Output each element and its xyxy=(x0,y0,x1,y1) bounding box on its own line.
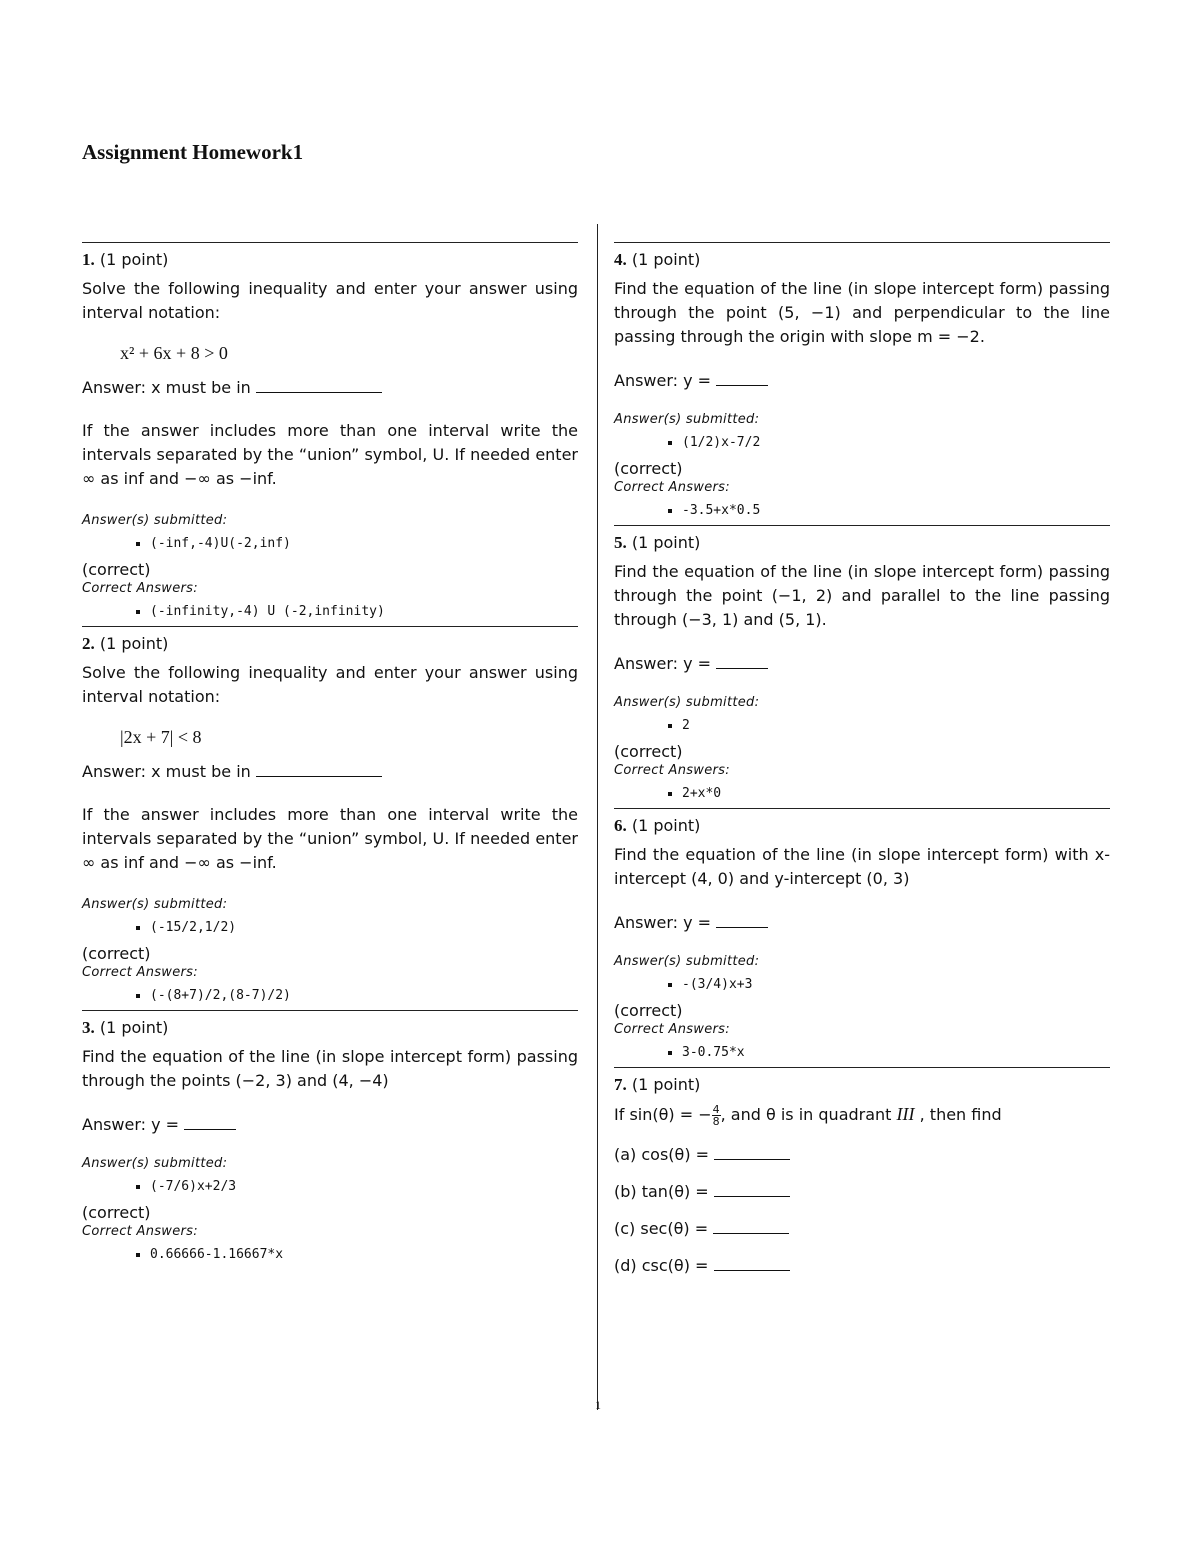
right-column xyxy=(614,242,1110,1275)
status-correct: (correct) xyxy=(614,1001,683,1020)
status-correct: (correct) xyxy=(82,1203,151,1222)
problem-number: 6. xyxy=(614,816,627,835)
problem-number: 2. xyxy=(82,634,95,653)
correct-list xyxy=(82,602,578,622)
answer-line xyxy=(82,762,578,781)
problem-prompt xyxy=(614,1102,1110,1127)
submitted-label: Answer(s) submitted: xyxy=(82,513,228,528)
submitted-answer: ▪ -(3/4)x+3 xyxy=(682,975,1110,995)
problem-number: 5. xyxy=(614,533,627,552)
assignment-title: Assignment Homework1 xyxy=(82,140,304,164)
part-a xyxy=(614,1145,1110,1164)
union-note: If the answer includes more than one interval write the intervals separated by the “union” symbol, U. If needed enter ∞ as inf and −∞ as −inf. xyxy=(82,805,578,872)
problem-3 xyxy=(82,1010,578,1265)
problem-number: 7. xyxy=(614,1075,627,1094)
prompt-suffix: , and θ is in quadrant xyxy=(720,1105,892,1124)
fraction-numerator: 4 xyxy=(712,1103,720,1116)
problem-prompt: Find the equation of the line (in slope intercept form) passing through the points (−2, 3) and (4, −4) xyxy=(82,1047,578,1090)
answer-blank[interactable] xyxy=(256,762,382,777)
union-note: If the answer includes more than one interval write the intervals separated by the “union” symbol, U. If needed enter ∞ as inf and −∞ as −inf. xyxy=(82,421,578,488)
problem-6 xyxy=(614,808,1110,1063)
submitted-list xyxy=(614,975,1110,995)
inequality: x² + 6x + 8 > 0 xyxy=(120,343,228,363)
fraction-denominator: 8 xyxy=(712,1115,720,1128)
correct-answer: ▪ (-(8+7)/2,(8-7)/2) xyxy=(150,986,578,1006)
correct-list xyxy=(614,1043,1110,1063)
problem-header xyxy=(614,532,1110,554)
status-correct: (correct) xyxy=(82,944,151,963)
submitted-answer: ▪ (-inf,-4)U(-2,inf) xyxy=(150,534,578,554)
problem-4 xyxy=(614,242,1110,521)
prompt-prefix: If sin(θ) = − xyxy=(614,1105,712,1124)
correct-list xyxy=(614,784,1110,804)
part-b-blank[interactable] xyxy=(714,1182,790,1197)
submitted-label: Answer(s) submitted: xyxy=(614,695,760,710)
part-d-blank[interactable] xyxy=(714,1256,790,1271)
submitted-list xyxy=(82,918,578,938)
problem-points: (1 point) xyxy=(631,533,701,552)
fraction xyxy=(712,1104,721,1127)
answer-label: Answer: y = xyxy=(614,371,712,390)
submitted-list xyxy=(82,1177,578,1197)
inequality: |2x + 7| < 8 xyxy=(120,727,202,747)
correct-answer: ▪ 3-0.75*x xyxy=(682,1043,1110,1063)
submitted-answer: ▪ 2 xyxy=(682,716,1110,736)
correct-answers-label: Correct Answers: xyxy=(614,480,730,495)
answer-blank[interactable] xyxy=(716,654,768,669)
correct-answer: ▪ -3.5+x*0.5 xyxy=(682,501,1110,521)
correct-answers-label: Correct Answers: xyxy=(614,1022,730,1037)
status-correct: (correct) xyxy=(614,742,683,761)
part-b xyxy=(614,1182,1110,1201)
correct-answer: ▪ (-infinity,-4) U (-2,infinity) xyxy=(150,602,578,622)
answer-label: Answer: y = xyxy=(614,913,712,932)
prompt-end: , then find xyxy=(919,1105,1002,1124)
submitted-label: Answer(s) submitted: xyxy=(614,954,760,969)
problem-number: 4. xyxy=(614,250,627,269)
correct-list xyxy=(614,501,1110,521)
part-d-label: (d) csc(θ) = xyxy=(614,1256,709,1275)
correct-answers-label: Correct Answers: xyxy=(82,581,198,596)
submitted-label: Answer(s) submitted: xyxy=(614,412,760,427)
problem-number: 1. xyxy=(82,250,95,269)
problem-points: (1 point) xyxy=(99,250,169,269)
problem-prompt: Solve the following inequality and enter your answer using interval notation: xyxy=(82,279,578,322)
submitted-list xyxy=(614,433,1110,453)
problem-header xyxy=(614,1074,1110,1096)
correct-answer: ▪ 2+x*0 xyxy=(682,784,1110,804)
problem-points: (1 point) xyxy=(99,634,169,653)
problem-prompt: Find the equation of the line (in slope intercept form) with x-intercept (4, 0) and y-intercept (0, 3) xyxy=(614,845,1110,888)
correct-list xyxy=(82,986,578,1006)
problem-points: (1 point) xyxy=(99,1018,169,1037)
part-c-blank[interactable] xyxy=(713,1219,789,1234)
answer-label: Answer: x must be in xyxy=(82,762,251,781)
page-number: 1 xyxy=(595,1398,601,1412)
answer-line xyxy=(614,371,1110,390)
answer-label: Answer: y = xyxy=(614,654,712,673)
answer-label: Answer: y = xyxy=(82,1115,180,1134)
correct-answers-label: Correct Answers: xyxy=(82,965,198,980)
problem-points: (1 point) xyxy=(631,816,701,835)
correct-answers-label: Correct Answers: xyxy=(82,1224,198,1239)
answer-blank[interactable] xyxy=(256,378,382,393)
answer-line xyxy=(82,378,578,397)
part-a-label: (a) cos(θ) = xyxy=(614,1145,710,1164)
answer-blank[interactable] xyxy=(184,1115,236,1130)
problem-header xyxy=(614,815,1110,837)
submitted-answer: ▪ (-7/6)x+2/3 xyxy=(150,1177,578,1197)
problem-header xyxy=(82,249,578,271)
submitted-label: Answer(s) submitted: xyxy=(82,1156,228,1171)
correct-answers-label: Correct Answers: xyxy=(614,763,730,778)
part-b-label: (b) tan(θ) = xyxy=(614,1182,709,1201)
problem-prompt: Find the equation of the line (in slope intercept form) passing through the point (−1, 2) and parallel to the line passing through (−3, 1) and (5, 1). xyxy=(614,562,1110,629)
problem-2 xyxy=(82,626,578,1006)
problem-prompt: Solve the following inequality and enter your answer using interval notation: xyxy=(82,663,578,706)
column-divider xyxy=(597,224,598,1410)
answer-label: Answer: x must be in xyxy=(82,378,251,397)
part-c-label: (c) sec(θ) = xyxy=(614,1219,709,1238)
problem-header xyxy=(82,633,578,655)
left-column xyxy=(82,242,578,1269)
answer-blank[interactable] xyxy=(716,913,768,928)
problem-points: (1 point) xyxy=(631,250,701,269)
answer-line xyxy=(614,654,1110,673)
part-d xyxy=(614,1256,1110,1275)
problem-header xyxy=(614,249,1110,271)
problem-5 xyxy=(614,525,1110,804)
status-correct: (correct) xyxy=(614,459,683,478)
part-c xyxy=(614,1219,1110,1238)
quadrant: III xyxy=(896,1104,915,1124)
answer-line xyxy=(614,913,1110,932)
answer-blank[interactable] xyxy=(716,371,768,386)
submitted-answer: ▪ (-15/2,1/2) xyxy=(150,918,578,938)
problem-prompt: Find the equation of the line (in slope intercept form) passing through the point (5, −1) and perpendicular to the line passing through the origin with slope m = −2. xyxy=(614,279,1110,346)
submitted-list xyxy=(82,534,578,554)
correct-list xyxy=(82,1245,578,1265)
submitted-answer: ▪ (1/2)x-7/2 xyxy=(682,433,1110,453)
answer-line xyxy=(82,1115,578,1134)
correct-answer: ▪ 0.66666-1.16667*x xyxy=(150,1245,578,1265)
problem-number: 3. xyxy=(82,1018,95,1037)
submitted-list xyxy=(614,716,1110,736)
status-correct: (correct) xyxy=(82,560,151,579)
problem-points: (1 point) xyxy=(631,1075,701,1094)
problem-header xyxy=(82,1017,578,1039)
part-a-blank[interactable] xyxy=(714,1145,790,1160)
submitted-label: Answer(s) submitted: xyxy=(82,897,228,912)
problem-1 xyxy=(82,242,578,622)
problem-7 xyxy=(614,1067,1110,1275)
